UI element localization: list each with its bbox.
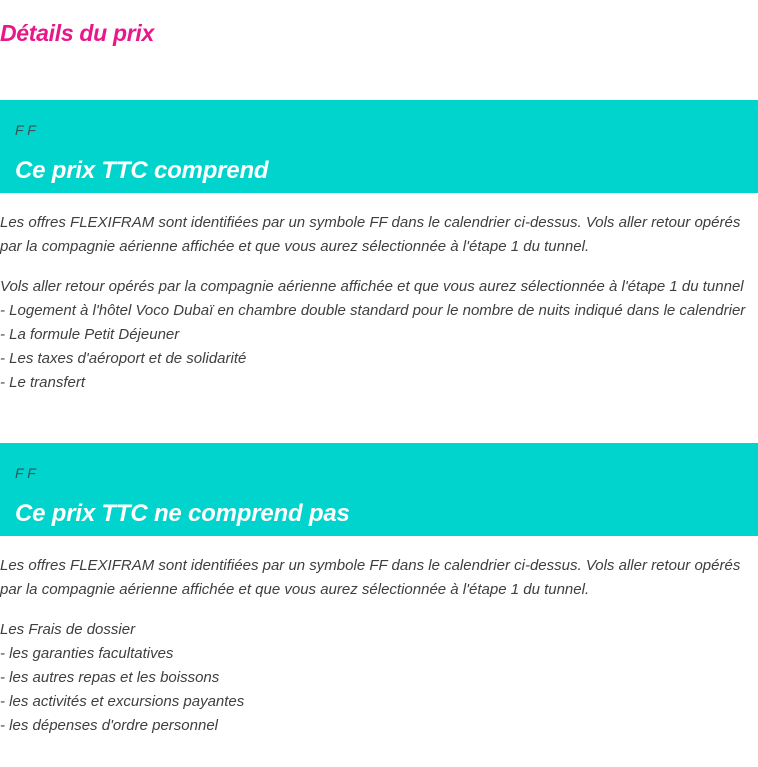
list-item: - La formule Petit Déjeuner xyxy=(0,326,180,343)
list-item: - les activités et excursions payantes xyxy=(0,693,245,710)
list-item: - les dépenses d'ordre personnel xyxy=(0,717,218,734)
list-item: - les garanties facultatives xyxy=(0,645,174,662)
included-section xyxy=(0,100,758,395)
not-included-section xyxy=(0,443,758,738)
not-included-banner xyxy=(0,443,758,536)
included-title: Ce prix TTC comprend xyxy=(15,157,269,184)
included-banner xyxy=(0,100,758,193)
flexifram-code-label: F F xyxy=(15,465,36,481)
not-included-list xyxy=(0,618,758,738)
page-title: Détails du prix xyxy=(0,20,154,46)
list-item: Vols aller retour opérés par la compagnie aérienne affichée et que vous aurez sélectionnée à l'étape 1 du tunnel xyxy=(0,278,744,295)
not-included-intro: Les offres FLEXIFRAM sont identifiées par un symbole FF dans le calendrier ci-dessus. Vols aller retour opérés par la compagnie aérienne affichée et que vous aurez sélectionnée à l'étape 1 du tunnel. xyxy=(0,557,741,598)
list-item: Les Frais de dossier xyxy=(0,621,136,638)
list-item: - Logement à l'hôtel Voco Dubaï en chambre double standard pour le nombre de nuits indiqué dans le calendrier xyxy=(0,302,746,319)
list-item: - Les taxes d'aéroport et de solidarité xyxy=(0,350,247,367)
not-included-title: Ce prix TTC ne comprend pas xyxy=(15,500,350,527)
flexifram-code-label: F F xyxy=(15,122,36,138)
list-item: - les autres repas et les boissons xyxy=(0,669,220,686)
included-list xyxy=(0,275,758,395)
list-item: - Le transfert xyxy=(0,374,86,391)
included-intro: Les offres FLEXIFRAM sont identifiées par un symbole FF dans le calendrier ci-dessus. Vols aller retour opérés par la compagnie aérienne affichée et que vous aurez sélectionnée à l'étape 1 du tunnel. xyxy=(0,214,741,255)
